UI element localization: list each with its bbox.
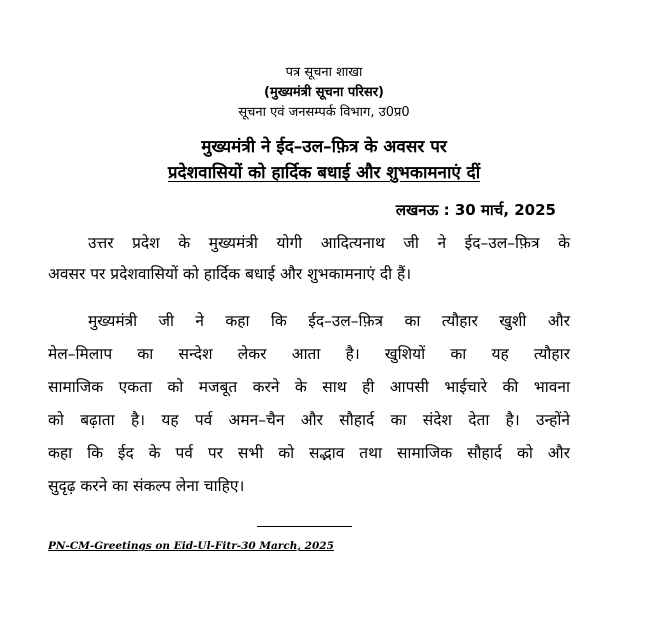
paragraph-2-line: मेल–मिलाप का सन्देश लेकर आता है। खुशियों का यह त्यौहार: [48, 345, 570, 363]
dateline: लखनऊ : 30 मार्च, 2025: [395, 201, 556, 219]
office-name: (मुख्यमंत्री सूचना परिसर): [264, 85, 384, 100]
paragraph-2: [48, 311, 570, 496]
paragraph-1-line: उत्तर प्रदेश के मुख्यमंत्री योगी आदित्यनाथ जी ने ईद–उल–फ़ित्र के: [88, 234, 570, 252]
headline-line-1: मुख्यमंत्री ने ईद–उल–फ़ित्र के अवसर पर: [201, 137, 447, 157]
paragraph-2-line: को बढ़ाता है। यह पर्व अमन–चैन और सौहार्द का संदेश देता है। उन्होंने: [48, 411, 570, 429]
paragraph-2-line: मुख्यमंत्री जी ने कहा कि ईद–उल–फ़ित्र का त्यौहार खुशी और: [88, 312, 570, 330]
paragraph-2-line: कहा कि ईद के पर्व पर सभी को सद्भाव तथा सामाजिक सौहार्द को और: [48, 444, 570, 462]
paragraph-2-line: सुदृढ़ करने का संकल्प लेना चाहिए।: [48, 477, 245, 495]
section-name: पत्र सूचना शाखा: [285, 65, 363, 80]
end-divider: [257, 526, 352, 527]
paragraph-1-line: अवसर पर प्रदेशवासियों को हार्दिक बधाई और शुभकामनाएं दी हैं।: [48, 265, 412, 283]
reference-code: PN-CM-Greetings on Eid-Ul-Fitr-30 March, 2025: [48, 540, 334, 552]
paragraph-2-line: सामाजिक एकता को मजबूत करने के साथ ही आपसी भाईचारे की भावना: [48, 378, 570, 396]
paragraph-1: [48, 233, 570, 284]
headline-line-2: प्रदेशवासियों को हार्दिक बधाई और शुभकामनाएं दीं: [167, 163, 481, 183]
department-name: सूचना एवं जनसम्पर्क विभाग, उ0प्र0: [238, 105, 410, 120]
